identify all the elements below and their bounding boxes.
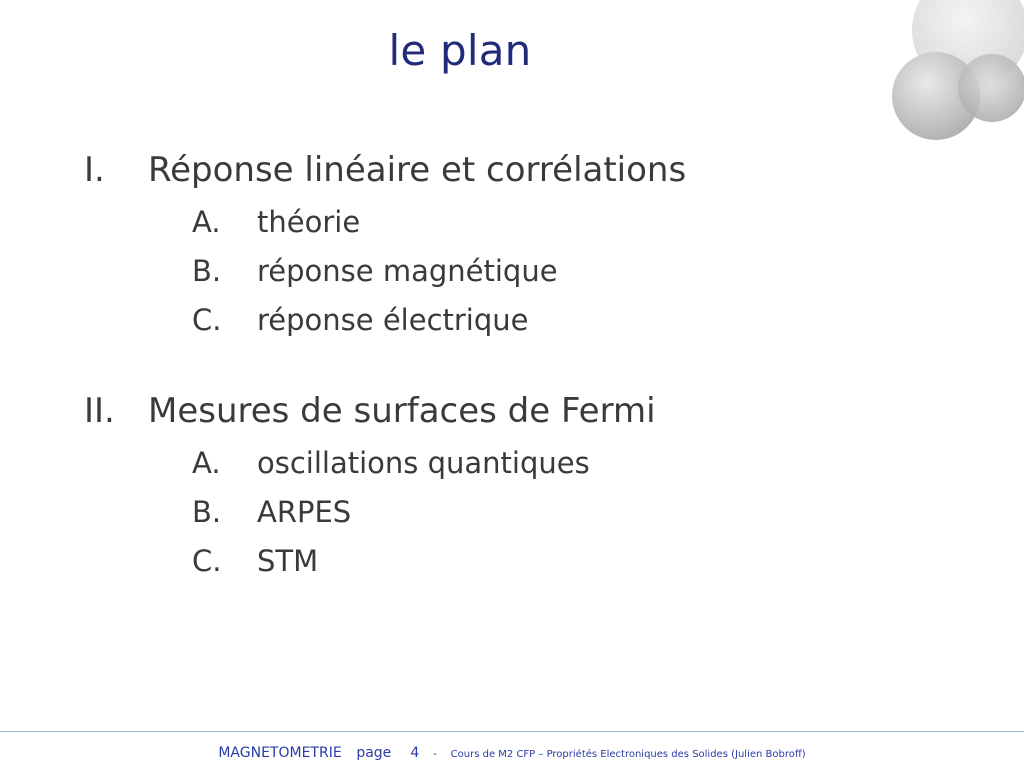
section-label: Mesures de surfaces de Fermi — [148, 391, 656, 431]
section-subitems — [192, 439, 904, 586]
footer-course-info: Cours de M2 CFP – Propriétés Electroniques des Solides (Julien Bobroff) — [450, 749, 806, 760]
outline-section-2 — [84, 383, 904, 586]
subitem-label: réponse électrique — [257, 303, 529, 337]
section-subitems — [192, 198, 904, 345]
subitem-letter: C. — [192, 303, 222, 337]
footer-section-name: MAGNETOMETRIE — [218, 745, 342, 761]
slide-footer — [0, 742, 1024, 761]
subitem-letter: A. — [192, 205, 221, 239]
decorative-circles-graphic — [884, 0, 1024, 150]
outline-list — [84, 142, 904, 586]
list-item — [192, 439, 904, 488]
subitem-label: réponse magnétique — [257, 254, 558, 288]
subitem-label: théorie — [257, 205, 361, 239]
section-numeral: II. — [84, 391, 115, 431]
subitem-label: ARPES — [257, 495, 352, 529]
subitem-letter: B. — [192, 495, 222, 529]
list-item — [192, 198, 904, 247]
list-item — [192, 488, 904, 537]
section-heading-row — [84, 383, 904, 439]
outline-section-1 — [84, 142, 904, 345]
subitem-letter: A. — [192, 446, 221, 480]
footer-page-label: page — [356, 745, 392, 761]
list-item — [192, 537, 904, 586]
section-heading-row — [84, 142, 904, 198]
footer-page-number: 4 — [410, 745, 420, 761]
section-label: Réponse linéaire et corrélations — [148, 150, 687, 190]
footer-separator: - — [432, 747, 437, 760]
subitem-label: STM — [257, 544, 319, 578]
list-item — [192, 296, 904, 345]
list-item — [192, 247, 904, 296]
slide-title: le plan — [388, 26, 532, 75]
subitem-letter: C. — [192, 544, 222, 578]
subitem-letter: B. — [192, 254, 222, 288]
footer-divider — [0, 731, 1024, 732]
subitem-label: oscillations quantiques — [257, 446, 590, 480]
section-numeral: I. — [84, 150, 105, 190]
